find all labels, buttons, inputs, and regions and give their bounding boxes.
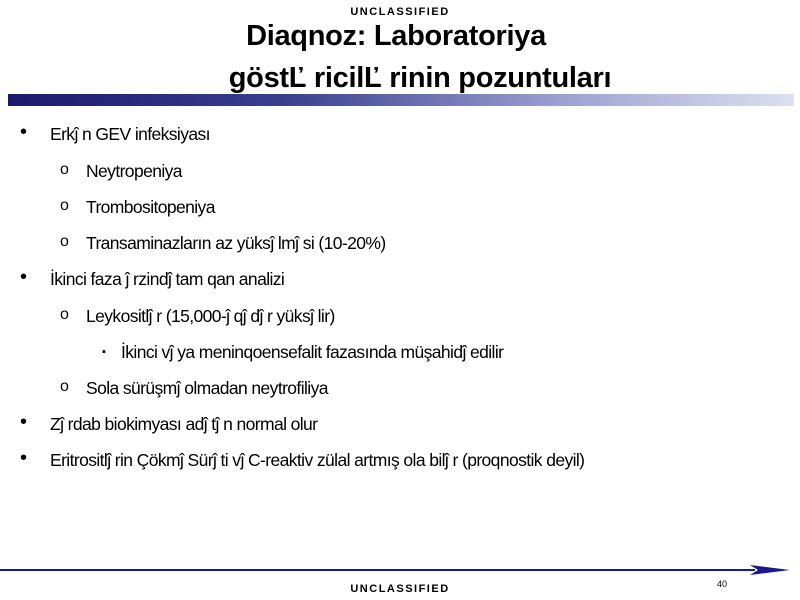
classification-top: UNCLASSIFIED (350, 6, 450, 18)
list-item-text: İkinci vĵ ya meninqoensefalit fazasında müşahidĵ edilir (121, 342, 504, 362)
gradient-band-graphic (8, 94, 794, 106)
list-item-text: Neytropeniya (86, 161, 182, 181)
bullet-marker: o (60, 378, 69, 395)
bullet-marker: ▪ (102, 346, 106, 358)
list-item-text: Leykositlĵ r (15,000-ĵ qĵ dĵ r yüksĵ lir) (86, 306, 335, 326)
classification-bottom: UNCLASSIFIED (350, 583, 450, 595)
bullet-marker: o (60, 161, 69, 178)
footer-rule (0, 562, 790, 570)
list-item-text: Trombositopeniya (86, 197, 215, 217)
list-item-text: İkinci faza ĵ rzindĵ tam qan analizi (50, 269, 285, 289)
list-item-text: Erkĵ n GEV infeksiyası (50, 124, 210, 144)
list-item-text: Sola sürüşmĵ olmadan neytrofiliya (86, 378, 328, 398)
title-line-2: göstĽ ricilĽ rinin pozuntuları (228, 62, 612, 94)
title-line-1: Diaqnoz: Laboratoriya (246, 20, 546, 52)
bullet-marker: • (20, 121, 27, 143)
bullet-marker: o (60, 306, 69, 323)
title-gradient-band (8, 94, 794, 106)
list-item-text: Transaminazların az yüksĵ lmĵ si (10-20%) (86, 233, 386, 253)
footer-arrow-line (0, 565, 790, 575)
list-item-text: Zĵ rdab biokimyası adĵ tĵ n normal olur (50, 414, 318, 434)
page-number: 40 (717, 579, 728, 589)
bullet-marker: • (20, 266, 27, 288)
bullet-marker: o (60, 233, 69, 250)
bullet-marker: o (60, 197, 69, 214)
list-item-text: Eritrositlĵ rin Çökmĵ Sürĵ ti vĵ C-reaktiv zülal artmış ola bilĵ r (proqnostik deyil) (50, 450, 585, 470)
bullet-marker: • (20, 447, 27, 469)
bullet-marker: • (20, 411, 27, 433)
